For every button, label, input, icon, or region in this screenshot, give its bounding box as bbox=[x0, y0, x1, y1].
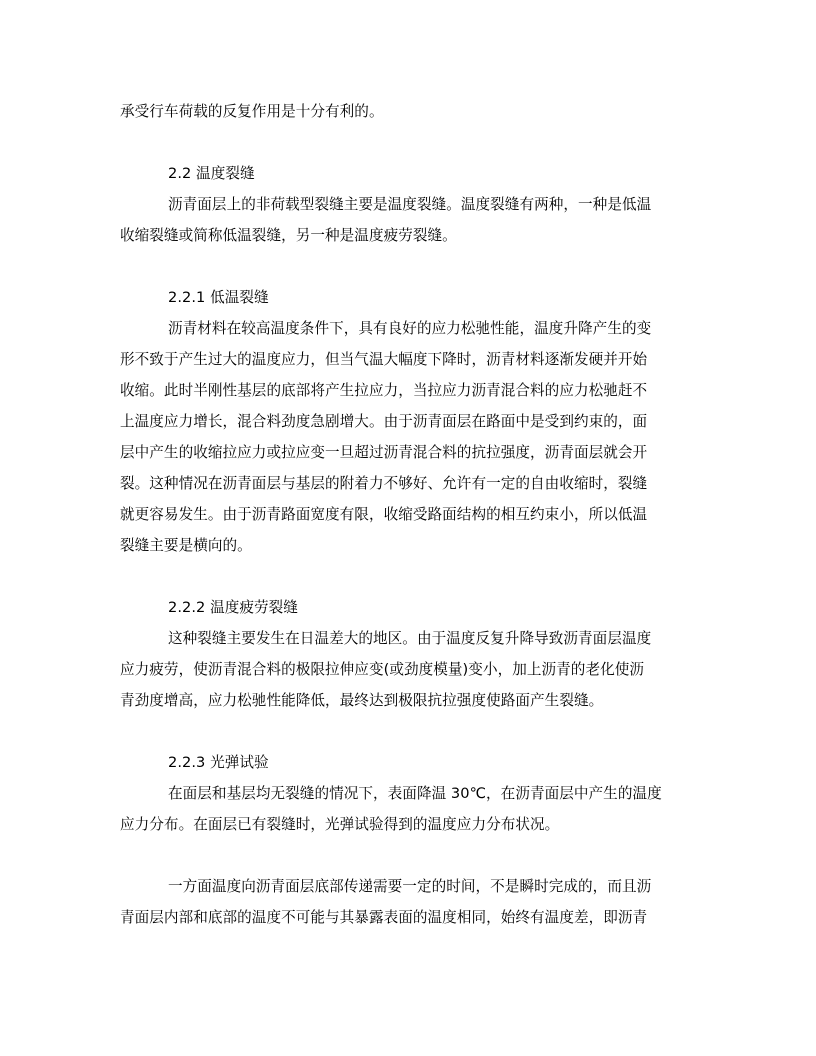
section-heading: 2.2 温度裂缝 bbox=[168, 165, 255, 182]
text-line: 收缩裂缝或简称低温裂缝，另一种是温度疲劳裂缝。 bbox=[120, 227, 457, 244]
text-line: 这种裂缝主要发生在日温差大的地区。由于温度反复升降导致沥青面层温度 bbox=[168, 630, 652, 647]
text-line: 青劲度增高，应力松驰性能降低，最终达到极限抗拉强度使路面产生裂缝。 bbox=[120, 692, 604, 709]
paragraph-spacer bbox=[120, 251, 696, 282]
text-line: 应力分布。在面层已有裂缝时，光弹试验得到的温度应力分布状况。 bbox=[120, 816, 560, 833]
text-line: 形不致于产生过大的温度应力，但当气温大幅度下降时，沥青材料逐渐发硬并开始 bbox=[120, 351, 648, 368]
section-heading: 2.2.2 温度疲劳裂缝 bbox=[168, 599, 298, 616]
paragraph-spacer bbox=[120, 840, 696, 871]
text-line: 沥青材料在较高温度条件下，具有良好的应力松驰性能，温度升降产生的变 bbox=[168, 320, 652, 337]
paragraph bbox=[120, 623, 696, 716]
paragraph bbox=[120, 189, 696, 251]
text-line: 沥青面层上的非荷载型裂缝主要是温度裂缝。温度裂缝有两种，一种是低温 bbox=[168, 196, 652, 213]
paragraph bbox=[120, 778, 696, 840]
text-line: 收缩。此时半刚性基层的底部将产生拉应力，当拉应力沥青混合料的应力松驰赶不 bbox=[120, 382, 648, 399]
text-line: 承受行车荷载的反复作用是十分有利的。 bbox=[120, 103, 384, 120]
text-line: 裂。这种情况在沥青面层与基层的附着力不够好、允许有一定的自由收缩时，裂缝 bbox=[120, 475, 648, 492]
text-line: 裂缝主要是横向的。 bbox=[120, 537, 252, 554]
paragraph bbox=[120, 313, 696, 561]
text-line: 应力疲劳，使沥青混合料的极限拉伸应变(或劲度模量)变小，加上沥青的老化使沥 bbox=[120, 661, 645, 678]
paragraph-spacer bbox=[120, 716, 696, 747]
document-body bbox=[120, 96, 696, 933]
section-heading: 2.2.3 光弹试验 bbox=[168, 754, 269, 771]
paragraph-spacer bbox=[120, 127, 696, 158]
continued-paragraph bbox=[120, 96, 696, 127]
text-line: 青面层内部和底部的温度不可能与其暴露表面的温度相同，始终有温度差，即沥青 bbox=[120, 909, 648, 926]
text-line: 在面层和基层均无裂缝的情况下，表面降温 30℃，在沥青面层中产生的温度 bbox=[168, 785, 662, 802]
text-line: 一方面温度向沥青面层底部传递需要一定的时间，不是瞬时完成的，而且沥 bbox=[168, 878, 652, 895]
text-line: 上温度应力增长，混合料劲度急剧增大。由于沥青面层在路面中是受到约束的，面 bbox=[120, 413, 648, 430]
section-heading: 2.2.1 低温裂缝 bbox=[168, 289, 269, 306]
text-line: 就更容易发生。由于沥青路面宽度有限，收缩受路面结构的相互约束小，所以低温 bbox=[120, 506, 648, 523]
paragraph-spacer bbox=[120, 561, 696, 592]
text-line: 层中产生的收缩拉应力或拉应变一旦超过沥青混合料的抗拉强度，沥青面层就会开 bbox=[120, 444, 648, 461]
paragraph bbox=[120, 871, 696, 933]
